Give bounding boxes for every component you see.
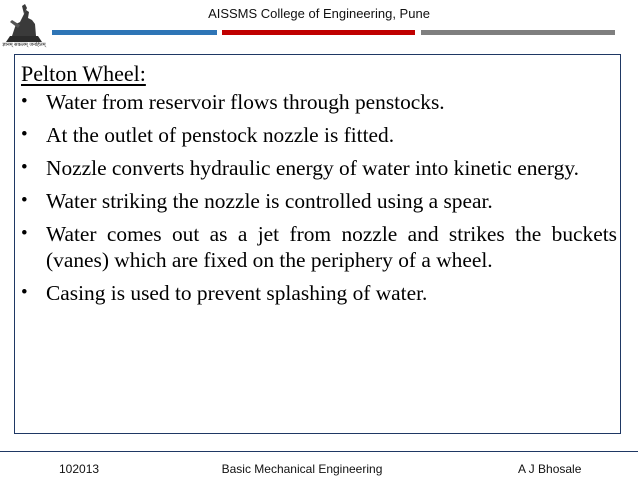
bullet-list (21, 89, 617, 313)
bullet-text: Water striking the nozzle is controlled using a spear. (46, 189, 493, 213)
bullet-text: Nozzle converts hydraulic energy of water into kinetic energy. (46, 156, 579, 180)
footer-code: 102013 (59, 462, 100, 476)
bullet-item (21, 221, 617, 273)
bullet-dot-icon: • (21, 190, 28, 211)
bullet-dot-icon: • (21, 282, 28, 303)
college-name: AISSMS College of Engineering, Pune (208, 6, 430, 21)
accent-bar-red (222, 30, 415, 35)
footer-author: A J Bhosale (518, 462, 582, 476)
bullet-item (21, 188, 617, 214)
bullet-dot-icon: • (21, 91, 28, 112)
bullet-item (21, 155, 617, 181)
bullet-dot-icon: • (21, 223, 28, 244)
bullet-dot-icon: • (21, 124, 28, 145)
footer-course: Basic Mechanical Engineering (221, 462, 383, 476)
accent-bar-gray (421, 30, 615, 35)
logo-caption: ज्ञानम् सकलम् जनहितम् (2, 42, 46, 48)
footer-divider (0, 451, 638, 452)
accent-bar-blue (52, 30, 217, 35)
slide-heading: Pelton Wheel: (21, 61, 146, 86)
bullet-text: At the outlet of penstock nozzle is fitted. (46, 123, 395, 147)
bullet-item (21, 280, 617, 306)
bullet-item (21, 89, 617, 115)
bullet-dot-icon: • (21, 157, 28, 178)
bullet-text: Water from reservoir flows through penstocks. (46, 90, 445, 114)
bullet-text: Water comes out as a jet from nozzle and strikes the buckets (vanes) which are fixed on the periphery of a wheel. (46, 222, 617, 272)
bullet-item (21, 122, 617, 148)
bullet-text: Casing is used to prevent splashing of water. (46, 281, 428, 305)
